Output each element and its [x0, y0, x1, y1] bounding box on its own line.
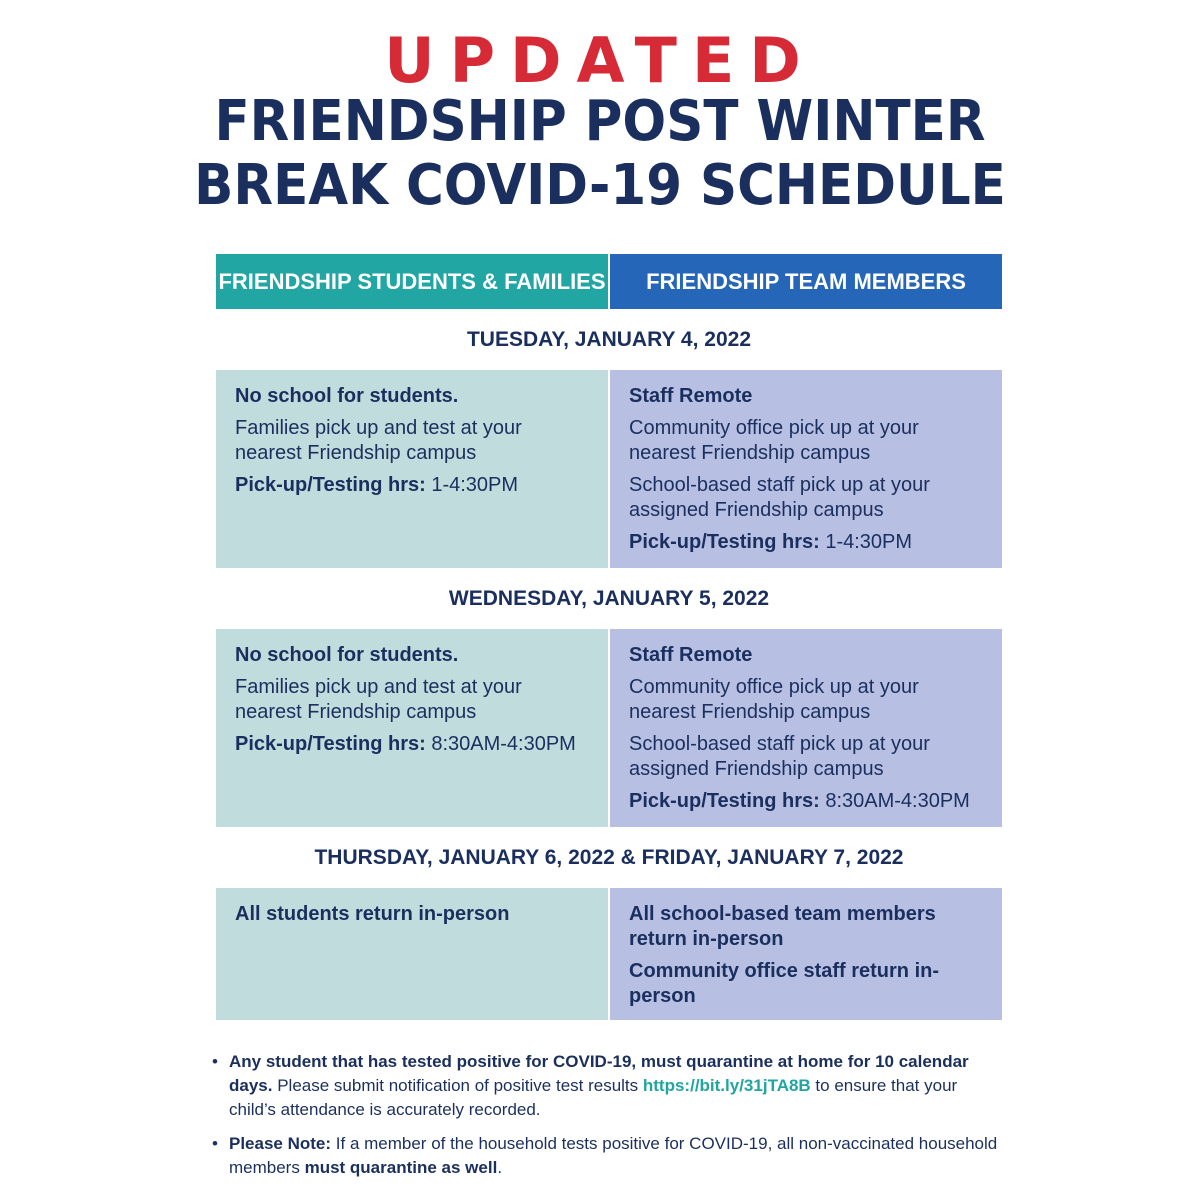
team-text-school: School-based staff pick up at your assigned Friendship campus: [629, 733, 930, 780]
team-members-header: FRIENDSHIP TEAM MEMBERS: [610, 254, 1002, 309]
team-heading: Staff Remote: [629, 385, 753, 407]
students-hours: [235, 473, 590, 498]
students-families-header: FRIENDSHIP STUDENTS & FAMILIES: [216, 254, 608, 309]
day-heading-tuesday: TUESDAY, JANUARY 4, 2022: [466, 328, 751, 351]
note-text-end: to ensure that your child’s attendance is accurately recorded.: [229, 1076, 958, 1119]
wednesday-students-cell: [216, 629, 608, 827]
students-text: Families pick up and test at your nearest Friendship campus: [235, 417, 522, 464]
team-text-community: Community office pick up at your nearest Friendship campus: [629, 417, 919, 464]
updated-label: UPDATED: [384, 24, 816, 97]
team-heading-community: Community office staff return in-person: [629, 960, 940, 1007]
hours-label: Pick-up/Testing hrs:: [629, 531, 820, 553]
wednesday-team-cell: [610, 629, 1002, 827]
team-text-community: Community office pick up at your nearest Friendship campus: [629, 676, 919, 723]
team-hours: [629, 530, 984, 555]
students-hours: [235, 732, 590, 757]
team-hours: [629, 789, 984, 814]
page-title: [0, 90, 1200, 218]
title-line-2: BREAK COVID-19 SCHEDULE: [194, 153, 1006, 218]
hours-value: 1-4:30PM: [825, 531, 913, 553]
hours-label: Pick-up/Testing hrs:: [629, 790, 820, 812]
team-heading: Staff Remote: [629, 644, 753, 666]
bullet-icon: •: [212, 1134, 218, 1153]
note-text: If a member of the household tests positive for COVID-19, all non-vaccinated household members: [229, 1134, 998, 1177]
hours-value: 1-4:30PM: [431, 474, 519, 496]
day-heading-thursday-friday: THURSDAY, JANUARY 6, 2022 & FRIDAY, JANUARY 7, 2022: [314, 846, 904, 869]
note-bold: Any student that has tested positive for COVID-19, must quarantine at home for 10 calendar days.: [229, 1052, 969, 1095]
students-heading: All students return in-person: [235, 903, 510, 925]
notification-link[interactable]: https://bit.ly/31jTA8B: [642, 1076, 811, 1095]
title-line-1: FRIENDSHIP POST WINTER: [214, 89, 986, 154]
bullet-icon: •: [212, 1052, 218, 1071]
thursday-team-cell: [610, 888, 1002, 1020]
students-heading: No school for students.: [235, 644, 459, 666]
note-household: [212, 1132, 1002, 1180]
team-text-school: School-based staff pick up at your assigned Friendship campus: [629, 474, 930, 521]
hours-label: Pick-up/Testing hrs:: [235, 474, 426, 496]
note-text-end: .: [497, 1158, 503, 1177]
note-bold: Please Note:: [229, 1134, 332, 1153]
notes-section: [212, 1050, 1002, 1190]
thursday-students-cell: [216, 888, 608, 1020]
day-heading-wednesday: WEDNESDAY, JANUARY 5, 2022: [448, 587, 770, 610]
team-heading-school: All school-based team members return in-person: [629, 903, 936, 950]
students-text: Families pick up and test at your nearest Friendship campus: [235, 676, 522, 723]
students-heading: No school for students.: [235, 385, 459, 407]
note-quarantine-students: [212, 1050, 1002, 1122]
hours-label: Pick-up/Testing hrs:: [235, 733, 426, 755]
tuesday-students-cell: [216, 370, 608, 568]
hours-value: 8:30AM-4:30PM: [431, 733, 576, 755]
hours-value: 8:30AM-4:30PM: [825, 790, 970, 812]
note-text: Please submit notification of positive test results: [272, 1076, 643, 1095]
tuesday-team-cell: [610, 370, 1002, 568]
note-bold-2: must quarantine as well: [304, 1158, 498, 1177]
